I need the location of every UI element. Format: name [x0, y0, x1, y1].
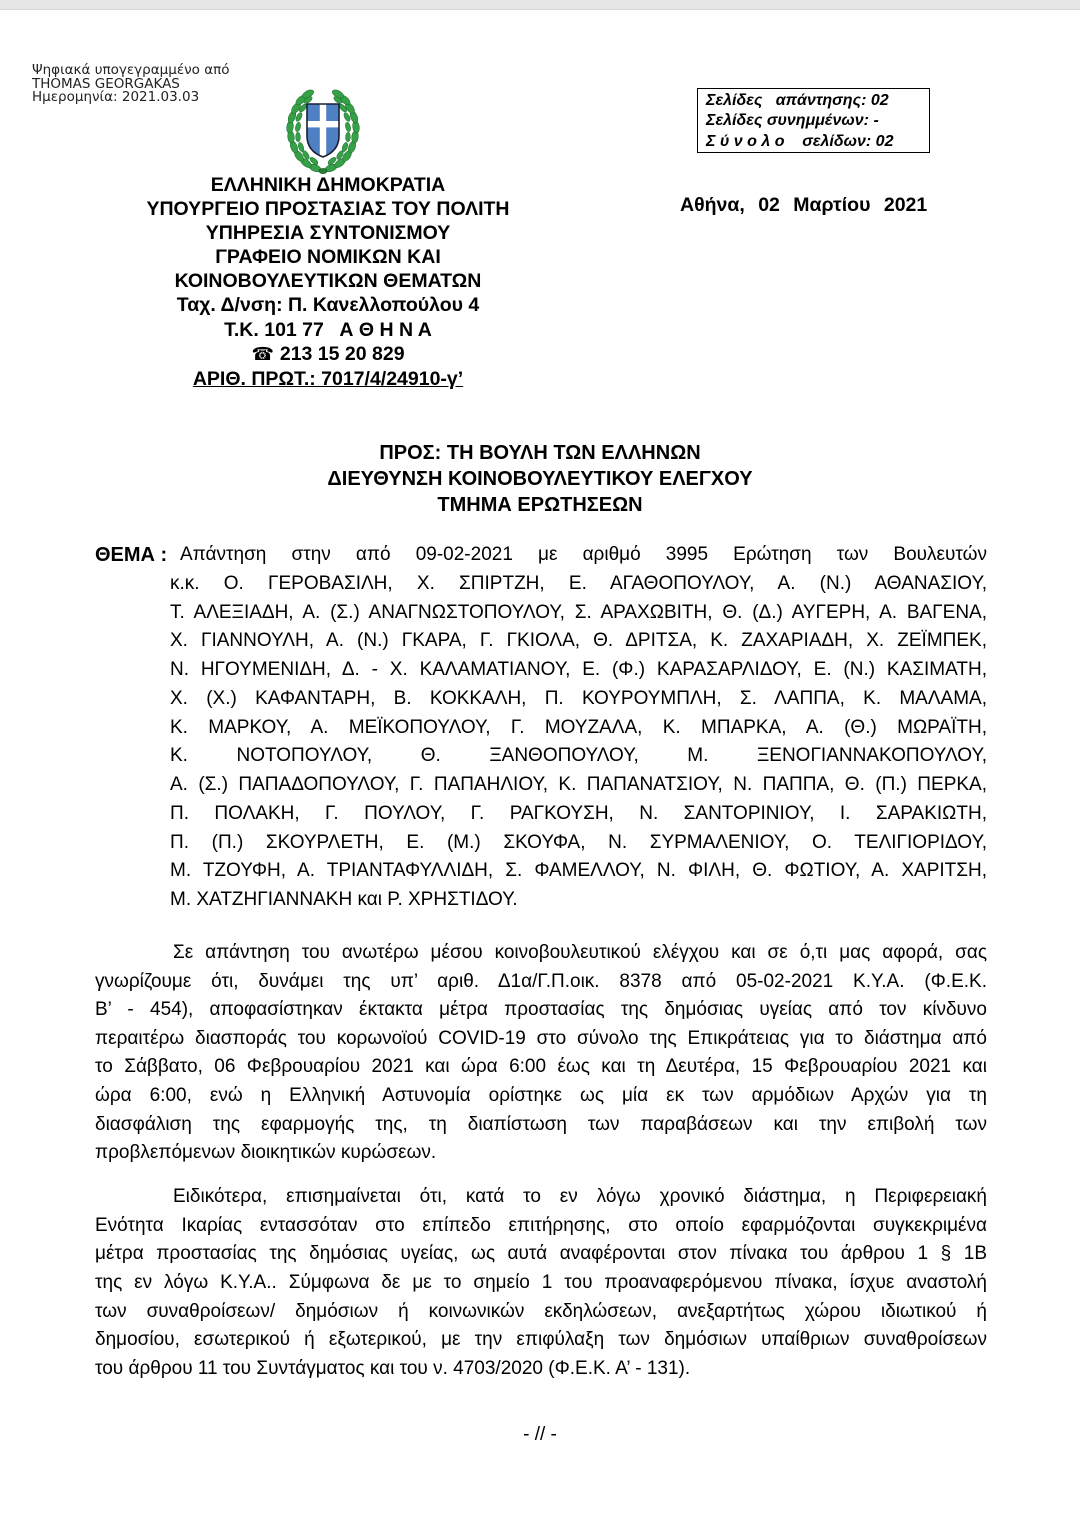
- subject-line: Μ. ΧΑΤΖΗΓΙΑΝΝΑΚΗ και Ρ. ΧΡΗΣΤΙΔΟΥ.: [170, 889, 518, 910]
- shield: [305, 102, 341, 160]
- laurel-leaf: [345, 122, 352, 132]
- sender-phone-row: [128, 342, 528, 367]
- phone-icon: ☎: [251, 343, 274, 365]
- subject-line: Π. (Π.) ΣΚΟΥΡΛΕΤΗ, Ε. (Μ.) ΣΚΟΥΦΑ, Ν. ΣΥΡΜΑΛΕΝΙΟΥ, Ο. ΤΕΛΙΓΙΟΡΙΔΟΥ,: [170, 831, 987, 853]
- subject-line: Τ. ΑΛΕΞΙΑΔΗ, Α. (Σ.) ΑΝΑΓΝΩΣΤΟΠΟΥΛΟΥ, Σ. ΑΡΑΧΩΒΙΤΗ, Θ. (Δ.) ΑΥΓΕΡΗ, Α. ΒΑΓΕΝΑ,: [170, 601, 987, 623]
- subject-line: Απάντηση στην από 09-02-2021 με αριθμό 3995 Ερώτηση των Βουλευτών: [180, 544, 987, 565]
- paragraph-line: διασφάλιση της εφαρμογής της, τη διαπίστωση των παραβάσεων και την επιβολή των: [95, 1113, 987, 1135]
- page-continuation-mark: - // -: [523, 1424, 557, 1445]
- laurel-leaf: [345, 132, 350, 142]
- paragraph-line: Σε απάντηση του ανωτέρω μέσου κοινοβουλευτικού ελέγχου και σε ό,τι μας αφορά, σας: [173, 942, 987, 963]
- reply-pages: Σελίδες απάντησης: 02: [706, 92, 889, 109]
- paragraph-line: γνωρίζουμε ότι, δυνάμει της υπ’ αριθ. Δ1α/Γ.Π.οικ. 8378 από 05-02-2021 Κ.Υ.Α. (Φ.Ε.Κ.: [95, 970, 987, 992]
- page-count-box: [697, 88, 930, 153]
- sender-ministry: ΥΠΟΥΡΓΕΙΟ ΠΡΟΣΤΑΣΙΑΣ ΤΟΥ ΠΟΛΙΤΗ: [146, 198, 510, 221]
- paragraph-line: των συναθροίσεων/ δημόσιων ή κοινωνικών εκδηλώσεων, ανεξαρτήτως χώρου ιδιωτικού ή: [95, 1300, 987, 1322]
- paragraph-line: το Σάββατο, 06 Φεβρουαρίου 2021 και ώρα 6:00 έως και τη Δευτέρα, 15 Φεβρουαρίου 2021 και: [95, 1056, 987, 1078]
- paragraph-line: Ειδικότερα, επισημαίνεται ότι, κατά το εν λόγω χρονικό διάστημα, η Περιφερειακή: [173, 1186, 987, 1207]
- date-place: Αθήνα, 02 Μαρτίου 2021: [680, 194, 928, 216]
- body-paragraph-1: [95, 939, 987, 1168]
- body-paragraph-2: [95, 1183, 987, 1384]
- paragraph-line: Ενότητα Ικαρίας εντασσόταν στο επίπεδο επιτήρησης, στο οποίο εφαρμόζονται συγκεκριμένα: [95, 1214, 987, 1236]
- subject-line: Χ. (Χ.) ΚΑΦΑΝΤΑΡΗ, Β. ΚΟΚΚΑΛΗ, Π. ΚΟΥΡΟΥΜΠΛΗ, Σ. ΛΑΠΠΑ, Κ. ΜΑΛΑΜΑ,: [170, 687, 987, 709]
- sender-address: Ταχ. Δ/νση: Π. Κανελλοπούλου 4: [176, 294, 480, 317]
- laurel-leaf: [295, 132, 300, 142]
- subject-line: Ν. ΗΓΟΥΜΕΝΙΔΗ, Δ. - Χ. ΚΑΛΑΜΑΤΙΑΝΟΥ, Ε. (Φ.) ΚΑΡΑΣΑΡΛΙΔΟΥ, Ε. (Ν.) ΚΑΣΙΜΑΤΗ,: [170, 659, 987, 680]
- digital-signature: [32, 64, 230, 105]
- subject-line: Α. (Σ.) ΠΑΠΑΔΟΠΟΥΛΟΥ, Γ. ΠΑΠΑΗΛΙΟΥ, Κ. ΠΑΠΑΝΑΤΣΙΟΥ, Ν. ΠΑΠΠΑ, Θ. (Π.) ΠΕΡΚΑ,: [170, 774, 987, 795]
- recipient-line1: ΠΡΟΣ: ΤΗ ΒΟΥΛΗ ΤΩΝ ΕΛΛΗΝΩΝ: [379, 442, 701, 464]
- subject-line: Μ. ΤΖΟΥΦΗ, Α. ΤΡΙΑΝΤΑΦΥΛΛΙΔΗ, Σ. ΦΑΜΕΛΛΟΥ, Ν. ΦΙΛΗ, Θ. ΦΩΤΙΟΥ, Α. ΧΑΡΙΤΣΗ,: [170, 860, 987, 882]
- subject-line: Π. ΠΟΛΑΚΗ, Γ. ΠΟΥΛΟΥ, Γ. ΡΑΓΚΟΥΣΗ, Ν. ΣΑΝΤΟΡΙΝΙΟΥ, Ι. ΣΑΡΑΚΙΩΤΗ,: [170, 802, 987, 824]
- subject-text: [170, 541, 987, 915]
- viewer-top-edge: [0, 0, 1080, 10]
- paragraph-line: περαιτέρω διασποράς του κορωνοϊού COVID-19 στο σύνολο της Επικράτειας για το διάστημα από: [95, 1027, 987, 1049]
- signature-label: Ψηφιακά υπογεγραμμένο από: [32, 62, 230, 78]
- recipient-line3: ΤΜΗΜΑ ΕΡΩΤΗΣΕΩΝ: [437, 494, 643, 516]
- laurel-leaf: [297, 142, 305, 153]
- recipient-block: [240, 440, 840, 518]
- sender-header: [128, 173, 528, 391]
- subject-line: Χ. ΓΙΑΝΝΟΥΛΗ, Α. (Ν.) ΓΚΑΡΑ, Γ. ΓΚΙΟΛΑ, Θ. ΔΡΙΤΣΑ, Κ. ΖΑΧΑΡΙΑΔΗ, Χ. ΖΕΪΜΠΕΚ,: [170, 630, 987, 652]
- subject-line: κ.κ. Ο. ΓΕΡΟΒΑΣΙΛΗ, Χ. ΣΠΙΡΤΖΗ, Ε. ΑΓΑΘΟΠΟΥΛΟΥ, Α. (Ν.) ΑΘΑΝΑΣΙΟΥ,: [170, 572, 987, 594]
- emblem-graphic: [285, 86, 361, 176]
- sender-country: ΕΛΛΗΝΙΚΗ ΔΗΜΟΚΡΑΤΙΑ: [210, 174, 446, 196]
- subject-line: Κ. ΝΟΤΟΠΟΥΛΟΥ, Θ. ΞΑΝΘΟΠΟΥΛΟΥ, Μ. ΞΕΝΟΓΙΑΝΝΑΚΟΠΟΥΛΟΥ,: [170, 745, 987, 767]
- attachment-pages: Σελίδες συνημμένων: -: [706, 112, 879, 130]
- greek-coat-of-arms-icon: [285, 86, 361, 176]
- laurel-leaf: [295, 122, 302, 132]
- total-pages: Σ ύ ν ο λ ο σελίδων: 02: [706, 132, 894, 150]
- sender-office-line2: ΚΟΙΝΟΒΟΥΛΕΥΤΙΚΩΝ ΘΕΜΑΤΩΝ: [174, 270, 482, 293]
- paragraph-line: του άρθρου 11 του Συντάγματος και του ν. 4703/2020 (Φ.Ε.Κ. Α’ - 131).: [95, 1358, 691, 1380]
- paragraph-line: μέτρα προστασίας της δημόσιας υγείας, ως αυτά αναφέρονται στον πίνακα του άρθρου 1 § 1Β: [95, 1243, 987, 1265]
- paragraph-line: της εν λόγω Κ.Υ.Α.. Σύμφωνα δε με το σημείο 1 του προαναφερόμενου πίνακα, ίσχυε αναστολή: [95, 1272, 987, 1294]
- signature-date: Ημερομηνία: 2021.03.03: [32, 89, 200, 106]
- paragraph-line: δημοσίου, εσωτερικού ή εξωτερικού, με την επιφύλαξη των δημόσιων υπαίθριων συναθροίσεων: [95, 1329, 987, 1351]
- signature-signer: THOMAS GEORGAKAS: [32, 75, 180, 92]
- sender-service: ΥΠΗΡΕΣΙΑ ΣΥΝΤΟΝΙΣΜΟΥ: [205, 222, 451, 245]
- laurel-leaf: [341, 142, 349, 153]
- sender-office-line1: ΓΡΑΦΕΙΟ ΝΟΜΙΚΩΝ ΚΑΙ: [215, 246, 441, 269]
- subject-label: ΘΕΜΑ :: [95, 544, 168, 566]
- sender-postal-code: Τ.Κ. 101 77 Α Θ Η Ν Α: [224, 318, 432, 341]
- protocol-number: ΑΡΙΘ. ΠΡΩΤ.: 7017/4/24910-γ’: [192, 367, 464, 390]
- paragraph-line: προβλεπόμενων διοικητικών κυρώσεων.: [95, 1142, 437, 1164]
- recipient-line2: ΔΙΕΥΘΥΝΣΗ ΚΟΙΝΟΒΟΥΛΕΥΤΙΚΟΥ ΕΛΕΓΧΟΥ: [327, 468, 753, 490]
- sender-phone: 213 15 20 829: [279, 342, 405, 365]
- paragraph-line: ώρα 6:00, ενώ η Ελληνική Αστυνομία ορίστηκε ως μία εκ των αρμόδιων Αρχών για τη: [95, 1084, 987, 1106]
- subject-line: Κ. ΜΑΡΚΟΥ, Α. ΜΕΪΚΟΠΟΥΛΟΥ, Γ. ΜΟΥΖΑΛΑ, Κ. ΜΠΑΡΚΑ, Α. (Θ.) ΜΩΡΑΪΤΗ,: [170, 716, 987, 738]
- paragraph-line: Β’ - 454), αποφασίστηκαν έκτακτα μέτρα προστασίας της δημόσιας υγείας από τον κίνδυνο: [95, 999, 987, 1021]
